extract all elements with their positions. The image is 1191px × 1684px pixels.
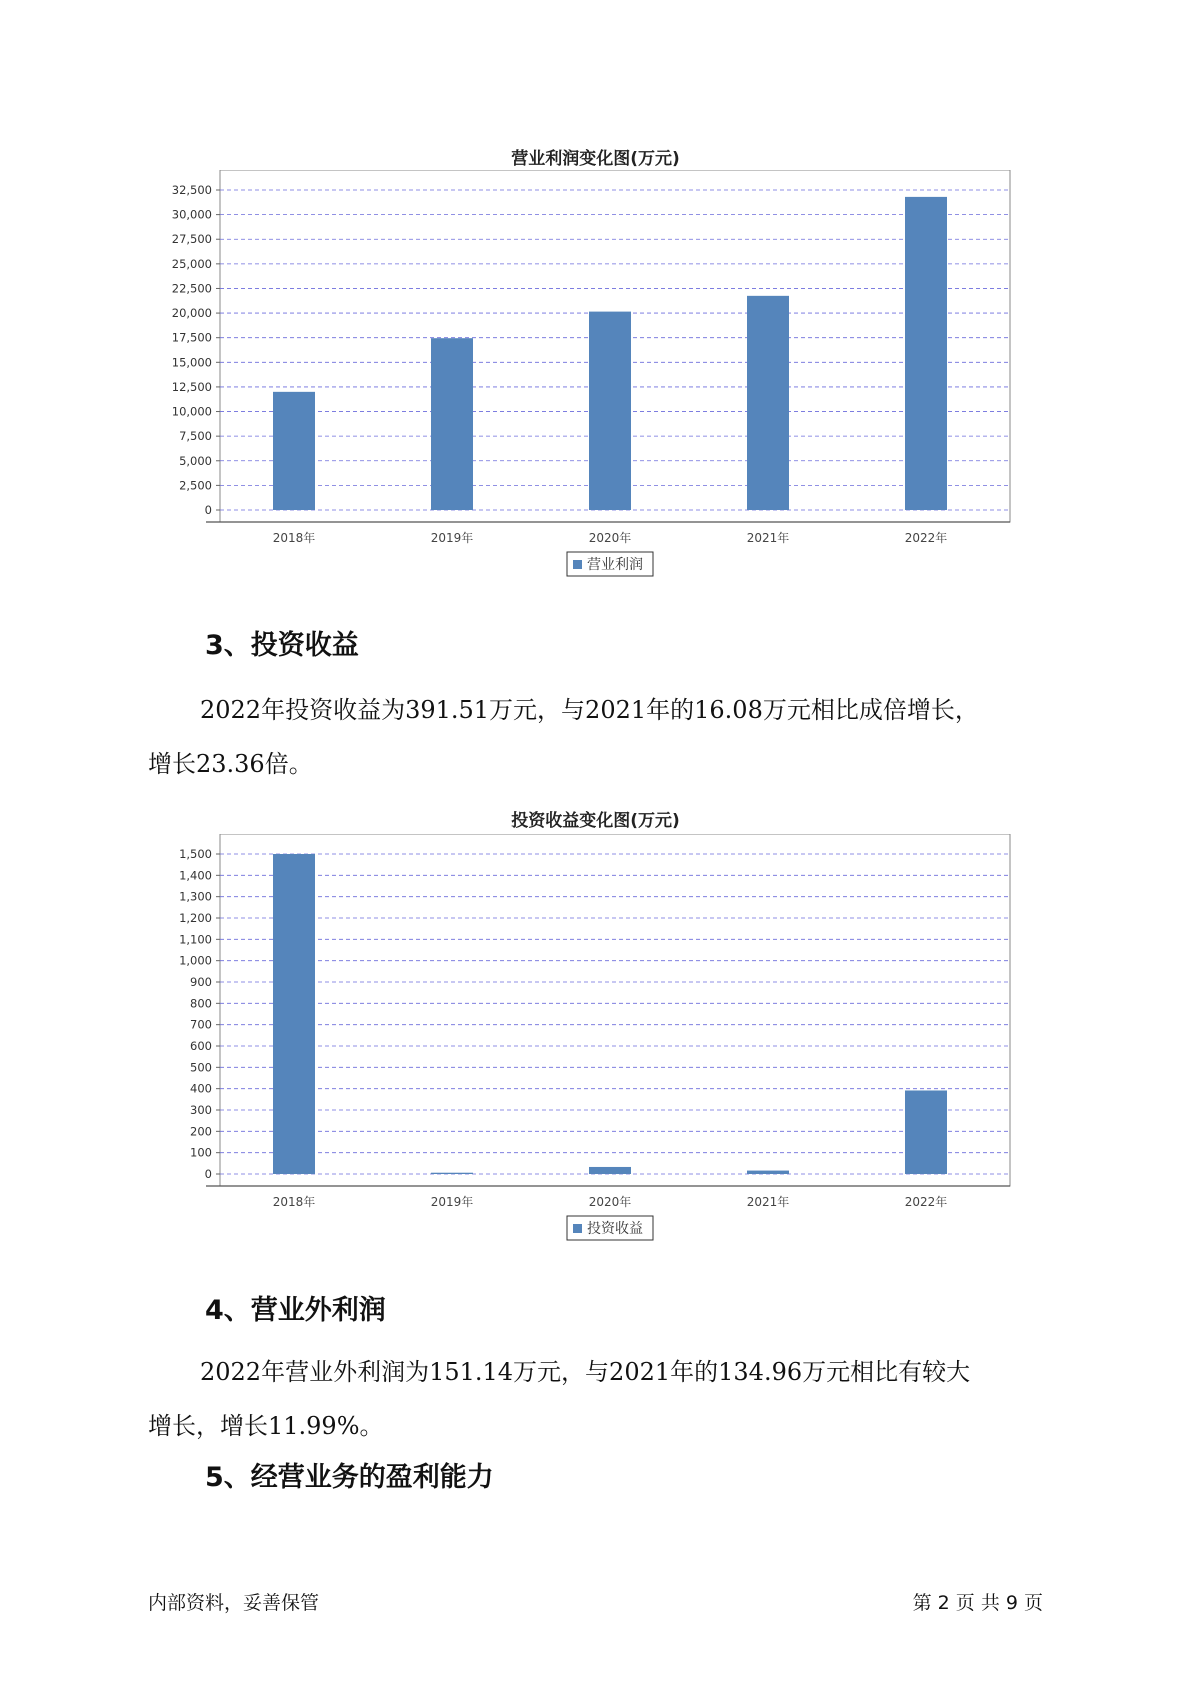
y-tick-label: 1,500 (179, 847, 212, 861)
legend-swatch (573, 1224, 582, 1233)
x-tick-label: 2022年 (904, 1195, 948, 1209)
bar (905, 1090, 947, 1174)
y-tick-label: 1,000 (179, 953, 212, 968)
paragraph-line: 增长，增长11.99%。 (148, 1412, 384, 1440)
section-paragraph (148, 1345, 1048, 1453)
y-tick-label: 0 (204, 503, 212, 517)
plot-area (220, 834, 1010, 1186)
y-tick-label: 30,000 (171, 207, 212, 222)
x-tick-label: 2020年 (588, 1195, 632, 1209)
bar (431, 1173, 473, 1174)
bar (589, 1167, 631, 1174)
y-tick-label: 7,500 (179, 429, 212, 444)
y-tick-label: 22,500 (171, 281, 212, 296)
section-heading: 5、经营业务的盈利能力 (205, 1462, 494, 1493)
legend-swatch (573, 560, 582, 569)
footer-left: 内部资料，妥善保管 (148, 1592, 320, 1614)
y-tick-label: 500 (190, 1060, 212, 1075)
bar (273, 854, 315, 1174)
chart-title: 投资收益变化图(万元) (511, 811, 680, 831)
y-tick-label: 300 (190, 1103, 212, 1117)
bar (905, 197, 947, 510)
y-tick-label: 25,000 (171, 256, 212, 271)
y-tick-label: 2,500 (179, 478, 212, 493)
y-tick-label: 0 (204, 1167, 212, 1181)
legend-label: 营业利润 (587, 557, 643, 573)
page-number: 第 2 页 共 9 页 (912, 1592, 1043, 1614)
x-tick-label: 2021年 (746, 1195, 790, 1209)
bar (747, 1171, 789, 1174)
operating-profit-chart (150, 170, 1030, 590)
section-heading: 3、投资收益 (205, 630, 359, 661)
bar (747, 296, 789, 510)
bar (431, 338, 473, 510)
bar (273, 392, 315, 510)
x-tick-label: 2021年 (746, 531, 790, 545)
x-tick-label: 2018年 (272, 1195, 316, 1209)
y-tick-label: 10,000 (171, 404, 212, 419)
y-tick-label: 12,500 (171, 379, 212, 394)
y-tick-label: 600 (190, 1039, 212, 1053)
y-tick-label: 32,500 (171, 183, 212, 197)
bar (589, 312, 631, 510)
y-tick-label: 900 (190, 975, 212, 989)
investment-income-chart (150, 834, 1030, 1254)
y-tick-label: 1,100 (179, 932, 212, 947)
x-tick-label: 2019年 (430, 531, 474, 545)
y-tick-label: 20,000 (171, 306, 212, 321)
legend-label: 投资收益 (587, 1221, 643, 1237)
x-tick-label: 2018年 (272, 531, 316, 545)
paragraph-line: 增长23.36倍。 (148, 750, 313, 778)
x-tick-label: 2022年 (904, 531, 948, 545)
y-tick-label: 15,000 (171, 355, 212, 370)
y-tick-label: 100 (190, 1145, 212, 1160)
y-tick-label: 1,300 (179, 889, 212, 904)
y-tick-label: 400 (190, 1081, 212, 1096)
x-tick-label: 2020年 (588, 531, 632, 545)
paragraph-line: 2022年营业外利润为151.14万元，与2021年的134.96万元相比有较大 (200, 1358, 971, 1386)
chart-title: 营业利润变化图(万元) (511, 149, 680, 169)
paragraph-line: 2022年投资收益为391.51万元，与2021年的16.08万元相比成倍增长， (200, 696, 979, 724)
y-tick-label: 1,400 (179, 868, 212, 883)
y-tick-label: 27,500 (171, 232, 212, 247)
y-tick-label: 700 (190, 1017, 212, 1032)
y-tick-label: 5,000 (179, 453, 212, 468)
y-tick-label: 1,200 (179, 911, 212, 925)
y-tick-label: 800 (190, 996, 212, 1011)
section-heading: 4、营业外利润 (205, 1295, 386, 1326)
y-tick-label: 200 (190, 1124, 212, 1139)
x-tick-label: 2019年 (430, 1195, 474, 1209)
section-paragraph (148, 683, 1048, 791)
y-tick-label: 17,500 (171, 330, 212, 345)
